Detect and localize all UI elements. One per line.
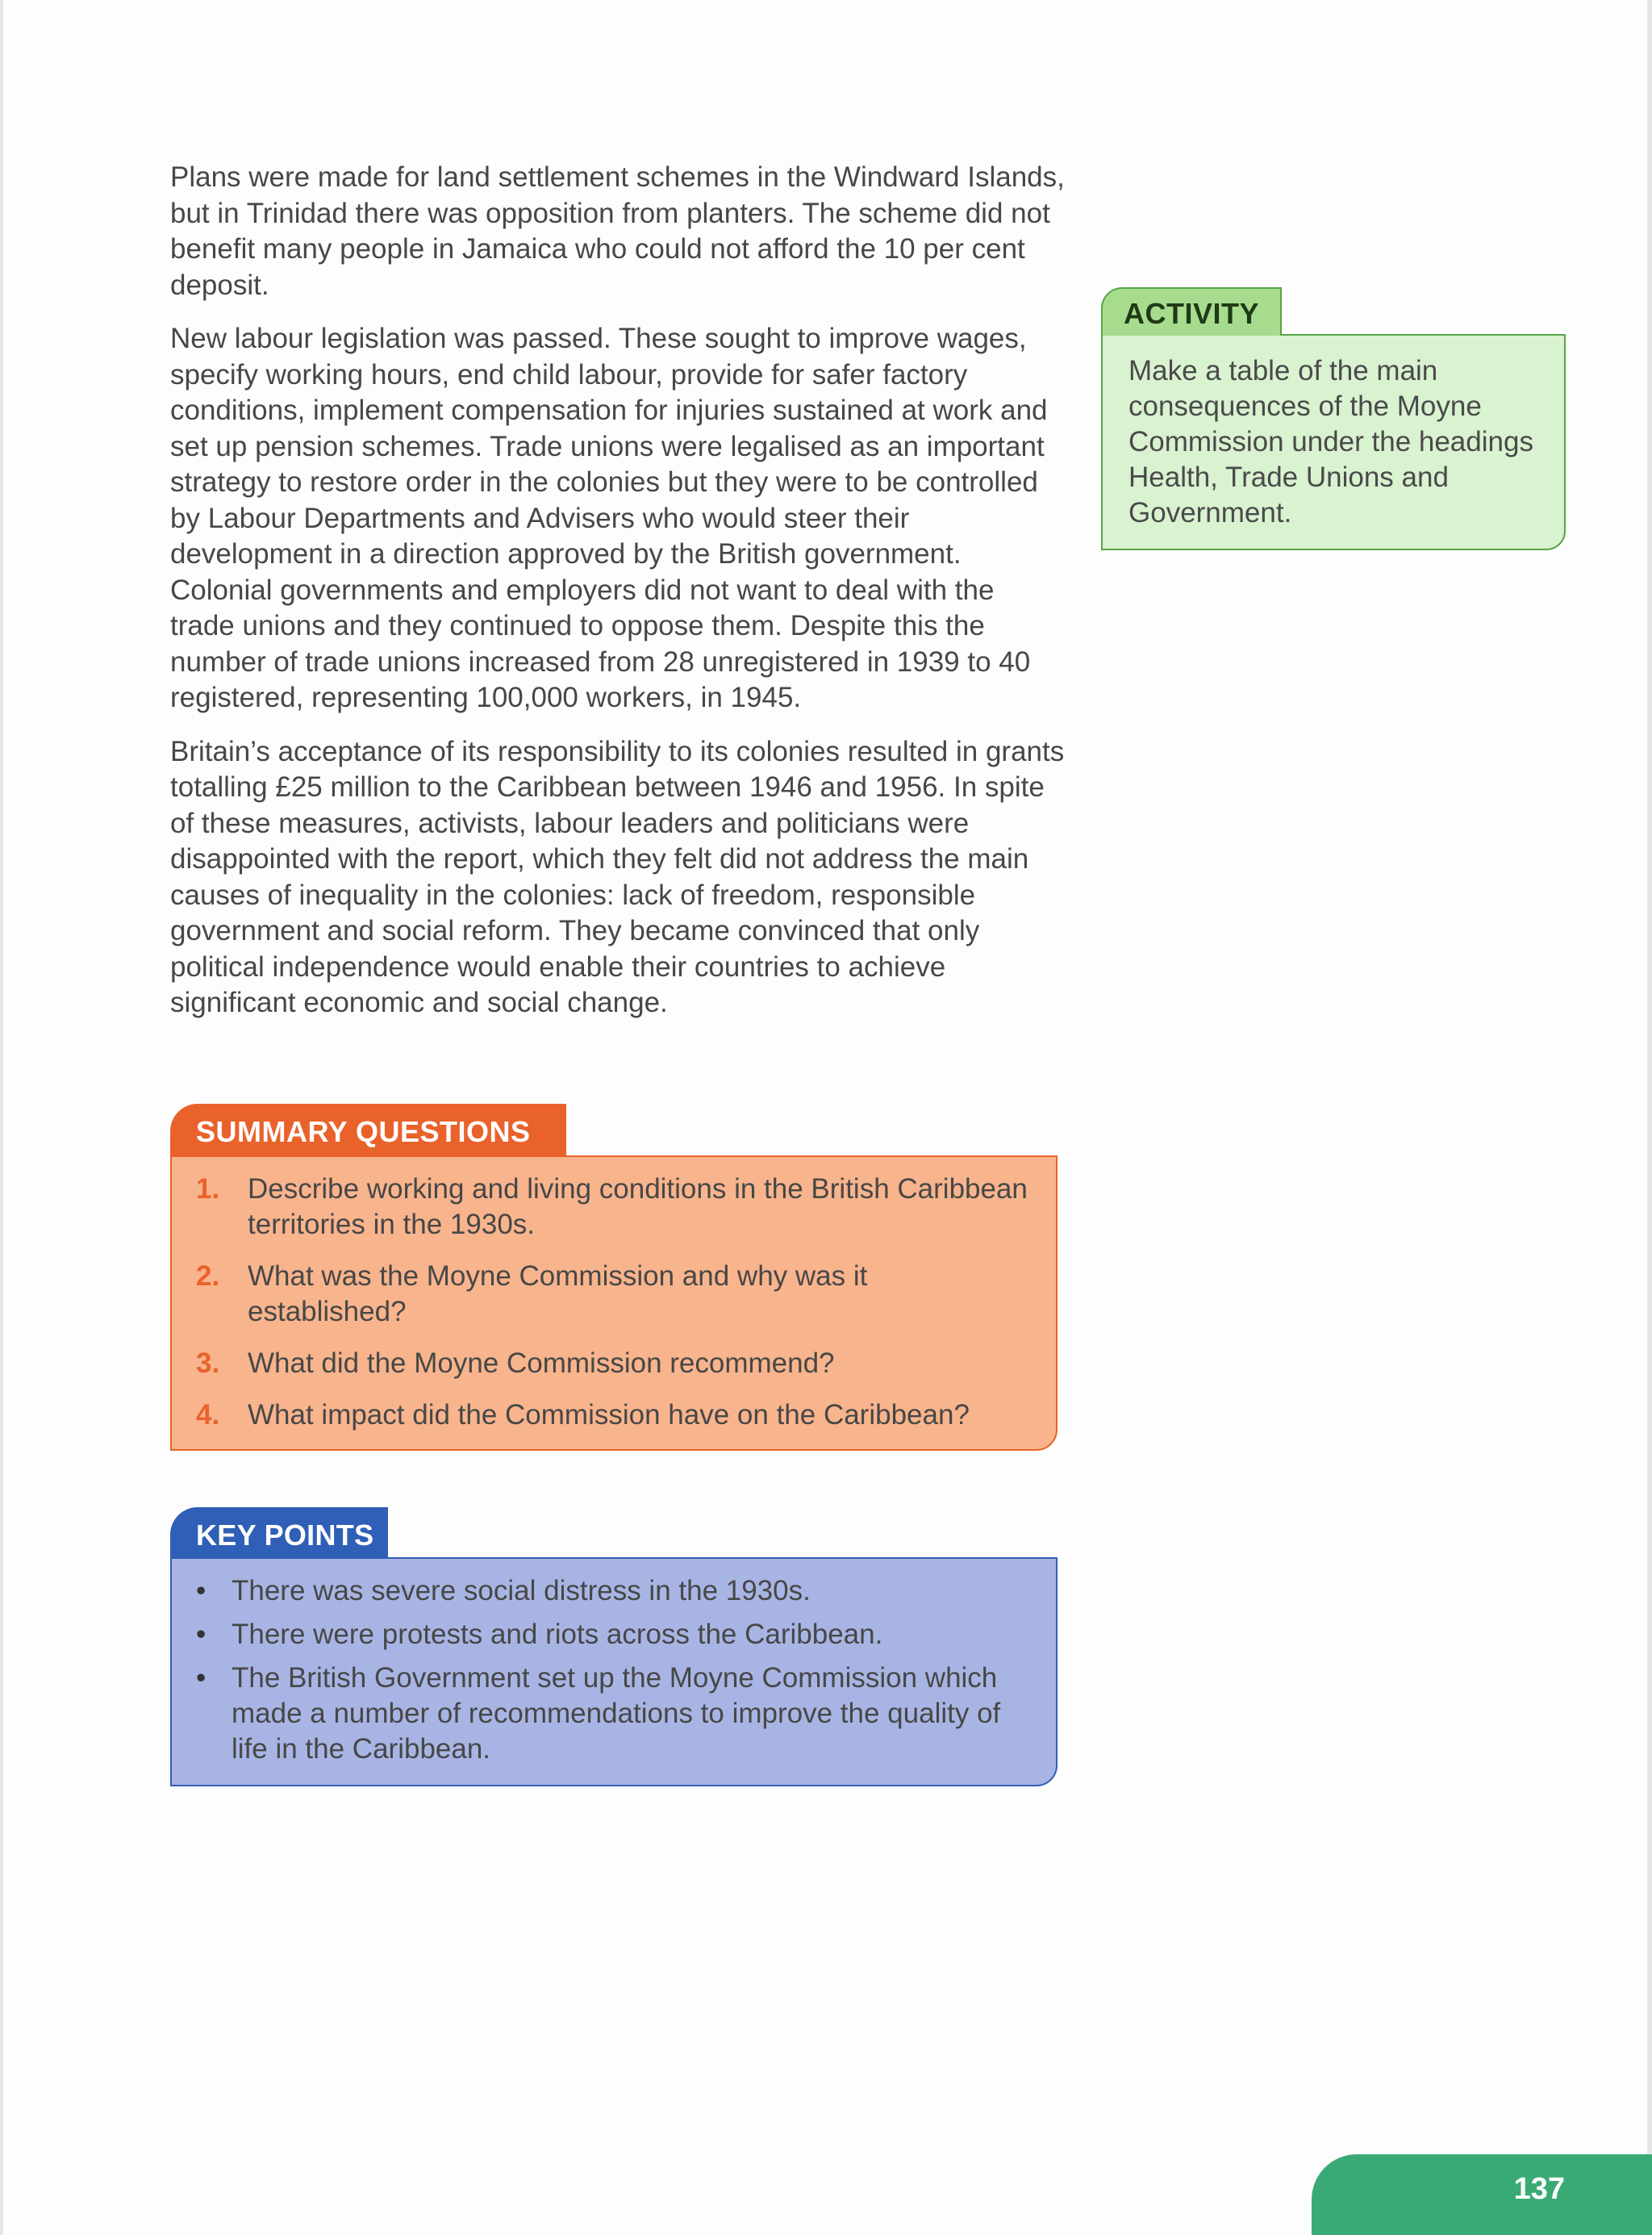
question-number: 1. xyxy=(196,1173,220,1205)
question-item xyxy=(196,1172,1032,1243)
page-edge-right xyxy=(1647,0,1652,2235)
bullet-icon: • xyxy=(196,1619,206,1650)
question-item xyxy=(196,1397,1032,1433)
body-paragraph-1: Plans were made for land settlement schemes in the Windward Islands, but in Trinidad there was opposition from planters. The scheme did not benefit many people in Jamaica who could not afford the 10 per cent deposit. xyxy=(170,161,1065,301)
page-number: 137 xyxy=(1513,2172,1565,2206)
key-point-text: There were protests and riots across the Caribbean. xyxy=(232,1619,883,1650)
bullet-icon: • xyxy=(196,1575,206,1606)
summary-questions-box xyxy=(170,1104,1058,1451)
page-edge-left xyxy=(0,0,3,2235)
question-text: What impact did the Commission have on the Caribbean? xyxy=(248,1399,970,1431)
key-points-heading: KEY POINTS xyxy=(170,1507,388,1559)
summary-questions-heading: SUMMARY QUESTIONS xyxy=(170,1104,566,1157)
question-number: 3. xyxy=(196,1347,220,1379)
question-number: 4. xyxy=(196,1399,220,1431)
key-point-item xyxy=(196,1617,1032,1652)
body-paragraph-3: Britain’s acceptance of its responsibility to its colonies resulted in grants totalling £25 million to the Caribbean between 1946 and 1956. In spite of these measures, activists, labour leaders and politicians were disappointed with the report, which they felt did not address the main causes of inequality in the colonies: lack of freedom, responsible government and social reform. They became convinced that only political independence would enable their countries to achieve significant economic and social change. xyxy=(170,735,1065,1018)
key-point-text: The British Government set up the Moyne Commission which made a number of recommendations to improve the quality of life in the Caribbean. xyxy=(232,1662,1001,1765)
question-item xyxy=(196,1346,1032,1381)
body-paragraph-2: New labour legislation was passed. These sought to improve wages, specify working hours, end child labour, provide for safer factory conditions, implement compensation for injuries sustained at work and set up pension schemes. Trade unions were legalised as an important strategy to restore order in the colonies but they were to be controlled by Labour Departments and Advisers who would steer their development in a direction approved by the British government. Colonial governments and employers did not want to deal with the trade unions and they continued to oppose them. Despite this the number of trade unions increased from 28 unregistered in 1939 to 40 registered, representing 100,000 workers, in 1945. xyxy=(170,323,1048,713)
key-point-item xyxy=(196,1573,1032,1609)
activity-heading: ACTIVITY xyxy=(1101,287,1282,336)
key-point-text: There was severe social distress in the 1930s. xyxy=(232,1575,811,1606)
page-number-tab xyxy=(1312,2154,1652,2235)
summary-questions-list xyxy=(170,1155,1058,1451)
activity-box xyxy=(1101,287,1566,550)
main-text-column xyxy=(170,160,1066,1039)
question-item xyxy=(196,1259,1032,1330)
question-number: 2. xyxy=(196,1260,220,1292)
activity-text: Make a table of the main consequences of the Moyne Commission under the headings Health, Trade Unions and Government. xyxy=(1101,334,1566,550)
bullet-icon: • xyxy=(196,1662,206,1694)
key-point-item xyxy=(196,1661,1032,1767)
question-text: What did the Moyne Commission recommend? xyxy=(248,1347,835,1379)
key-points-list xyxy=(170,1557,1058,1786)
question-text: Describe working and living conditions in the British Caribbean territories in the 1930s. xyxy=(248,1173,1028,1240)
key-points-box xyxy=(170,1507,1058,1786)
question-text: What was the Moyne Commission and why was it established? xyxy=(248,1260,868,1327)
